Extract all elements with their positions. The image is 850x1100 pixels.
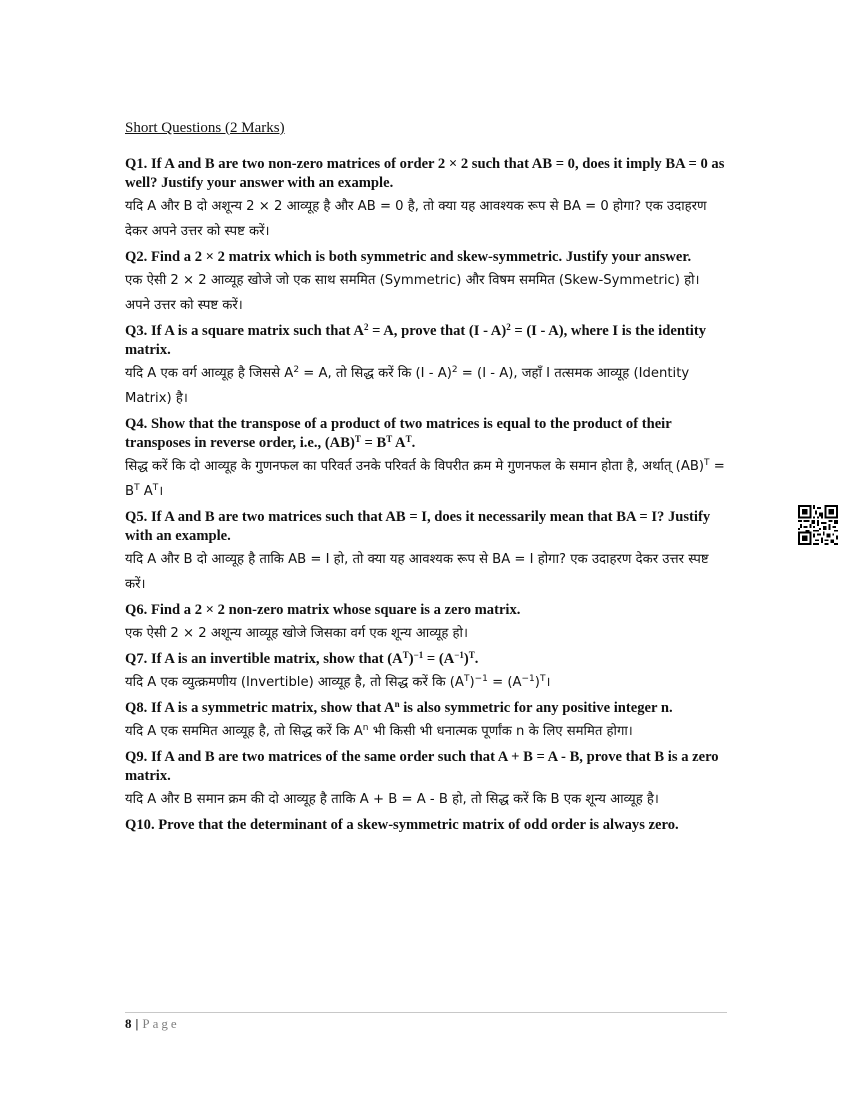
question-1 (125, 155, 725, 244)
question-2-english: Q2. Find a 2 × 2 matrix which is both symmetric and skew-symmetric. Justify your answer. (125, 249, 692, 265)
question-9-hindi: यदि A और B समान क्रम की दो आव्यूह है ताकि A + B = A - B हो, तो सिद्ध करें कि B एक शून्य आव्यूह है। (125, 792, 659, 807)
footer-separator: | (135, 1016, 139, 1031)
question-2 (125, 248, 725, 318)
question-1-english: Q1. If A and B are two non-zero matrices of order 2 × 2 such that AB = 0, does it imply BA = 0 as well? Justify your answer with an example. (125, 156, 725, 191)
question-3 (125, 322, 725, 411)
page-content (125, 120, 725, 839)
question-5 (125, 508, 725, 597)
page-footer (125, 1016, 180, 1032)
question-10 (125, 816, 725, 835)
question-9 (125, 748, 725, 812)
question-7-hindi: यदि A एक व्युत्क्रमणीय (Invertible) आव्यूह है, तो सिद्ध करें कि $(A^T)^{-1}$ = $(A^{-1})^T।$ (125, 674, 551, 690)
section-title: Short Questions (2 Marks) (125, 120, 285, 136)
question-6-english: Q6. Find a 2 × 2 non-zero matrix whose square is a zero matrix. (125, 602, 521, 618)
question-3-hindi: यदि A एक वर्ग आव्यूह है जिससे $A^2 = A$, तो सिद्ध करें कि (I - A)$^2$ = (I - A), जहाँ I तत्समक आव्यूह (Identity Matrix) है। (125, 365, 690, 406)
question-5-hindi: यदि A और B दो आव्यूह है ताकि AB = I हो, तो क्या यह आवश्यक रूप से BA = I होगा? एक उदाहरण देकर उत्तर स्पष्ट करें। (125, 552, 709, 592)
question-3-english: Q3. If A is a square matrix such that $A^2 = A$, prove that (I - A)$^2$ = (I - A), where I is the identity matrix. (125, 322, 707, 358)
question-5-english: Q5. If A and B are two matrices such that AB = I, does it necessarily mean that BA = I? Justify with an example. (125, 509, 711, 544)
page-label: Page (142, 1016, 180, 1031)
question-9-english: Q9. If A and B are two matrices of the same order such that A + B = A - B, prove that B is a zero matrix. (125, 749, 719, 784)
question-1-hindi: यदि A और B दो अशून्य 2 × 2 आव्यूह है और AB = 0 है, तो क्या यह आवश्यक रूप से BA = 0 होगा? एक उदाहरण देकर अपने उत्तर को स्पष्ट करें। (125, 199, 707, 239)
question-4-hindi: सिद्ध करें कि दो आव्यूह के गुणनफल का परिवर्त उनके परिवर्त के विपरीत क्रम मे गुणनफल के समान होता है, अर्थात् $(AB)^T = B^T$ $A^T।$ (125, 458, 725, 499)
footer-divider (125, 1012, 727, 1013)
question-7 (125, 650, 725, 695)
question-2-hindi: एक ऐसी 2 × 2 आव्यूह खोजे जो एक साथ सममित (Symmetric) और विषम सममित (Skew-Symmetric) हो। अपने उत्तर को स्पष्ट करें। (125, 273, 700, 313)
page-number: 8 (125, 1016, 132, 1031)
qr-code-icon (798, 505, 838, 545)
question-6 (125, 601, 725, 646)
question-4-english: Q4. Show that the transpose of a product of two matrices is equal to the product of their transposes in reverse order, i.e., $(AB)^T = B^T$ $A^T$. (125, 416, 672, 451)
question-10-english: Q10. Prove that the determinant of a skew-symmetric matrix of odd order is always zero. (125, 817, 679, 833)
question-7-english: Q7. If A is an invertible matrix, show that $(A^T)^{-1} = (A^{-1})^T$. (125, 650, 479, 667)
question-4 (125, 415, 725, 504)
question-8-english: Q8. If A is a symmetric matrix, show that $A^n$ is also symmetric for any positive integer n. (125, 699, 673, 716)
question-8-hindi: यदि A एक सममित आव्यूह है, तो सिद्ध करें कि $A^n$ भी किसी भी धनात्मक पूर्णांक n के लिए सममित होगा। (125, 723, 633, 739)
question-8 (125, 699, 725, 744)
question-6-hindi: एक ऐसी 2 × 2 अशून्य आव्यूह खोजे जिसका वर्ग एक शून्य आव्यूह हो। (125, 626, 468, 641)
